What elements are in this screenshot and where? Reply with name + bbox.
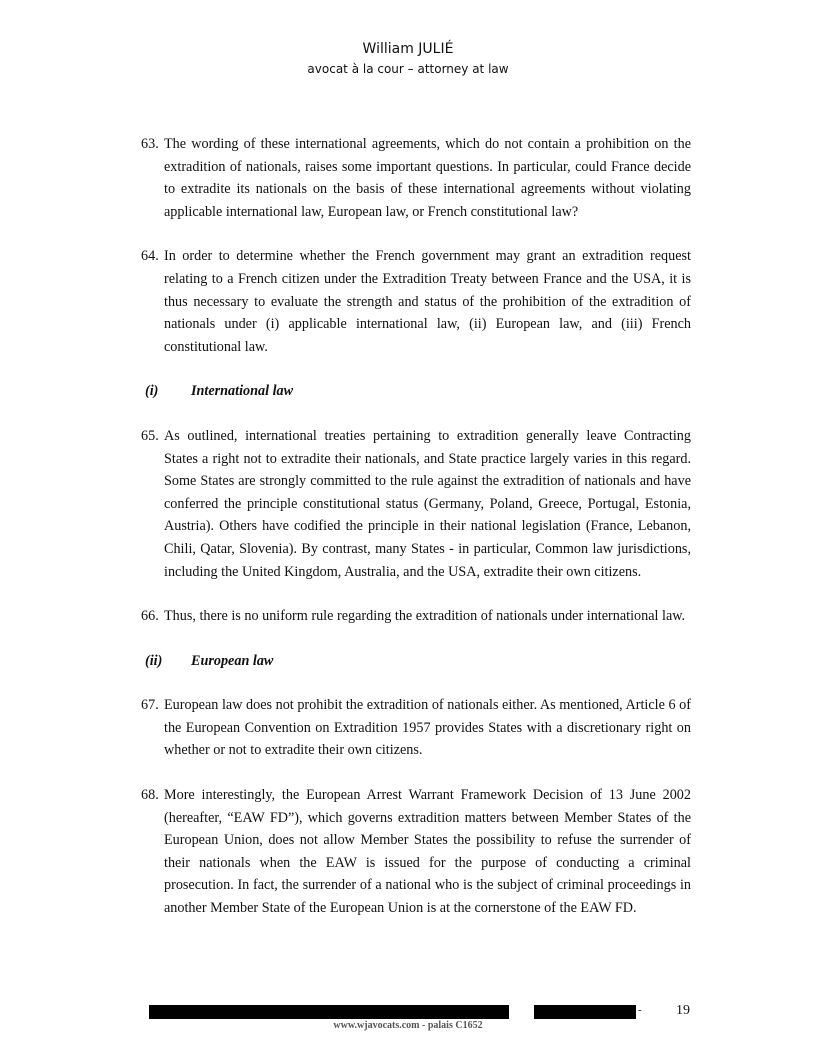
paragraph-67	[141, 694, 691, 762]
paragraph-number: 65.	[141, 427, 159, 444]
paragraph-66	[141, 605, 691, 628]
redaction-bar	[534, 1005, 636, 1019]
page-number: 19	[676, 1003, 690, 1018]
paragraph-68	[141, 784, 691, 920]
paragraph-number: 67.	[141, 697, 159, 714]
section-heading-european-law	[141, 650, 691, 673]
paragraph-63	[141, 133, 691, 223]
author-name: William JULIÉ	[362, 41, 454, 57]
redaction-bar	[149, 1005, 509, 1019]
paragraph-number: 68.	[141, 787, 159, 804]
letterhead	[0, 38, 816, 78]
paragraph-number: 64.	[141, 248, 159, 265]
section-title: International law	[191, 383, 294, 400]
section-heading-international-law	[141, 380, 691, 403]
footer-website: www.wjavocats.com - palais C1652	[333, 1020, 483, 1031]
document-body	[141, 133, 691, 942]
paragraph-text: As outlined, international treaties pertaining to extradition generally leave Contracting States a right not to extradite their nationals, and State practice largely varies in this regard. Some States are strongly committed to the rule against the extradition of nationals and have conferred the principle constitutional status (Germany, Poland, Greece, Portugal, Estonia, Austria). Others have codified the principle in their national legislation (France, Lebanon, Chili, Qatar, Slovenia). By contrast, many States - in particular, Common law jurisdictions, including the United Kingdom, Australia, and the USA, extradite their own citizens.	[164, 427, 691, 580]
paragraph-65	[141, 425, 691, 583]
paragraph-text: The wording of these international agreements, which do not contain a prohibition on the extradition of nationals, raises some important questions. In particular, could France decide to extradite its nationals on the basis of these international agreements without violating applicable international law, European law, or French constitutional law?	[164, 136, 691, 220]
section-numeral: (ii)	[145, 652, 163, 669]
author-role: avocat à la cour – attorney at law	[307, 62, 509, 76]
footer-separator: -	[638, 1004, 642, 1016]
section-numeral: (i)	[145, 383, 159, 400]
paragraph-text: More interestingly, the European Arrest Warrant Framework Decision of 13 June 2002 (hereafter, “EAW FD”), which governs extradition matters between Member States of the European Union, does not allow Member States the possibility to refuse the surrender of their nationals when the EAW is issued for the purpose of conducting a criminal prosecution. In fact, the surrender of a national who is the subject of criminal proceedings in another Member State of the European Union is at the cornerstone of the EAW FD.	[164, 787, 691, 917]
paragraph-text: European law does not prohibit the extradition of nationals either. As mentioned, Article 6 of the European Convention on Extradition 1957 provides States with a discretionary right on whether or not to extradite their own citizens.	[164, 697, 691, 759]
paragraph-number: 63.	[141, 136, 159, 152]
section-title: European law	[191, 652, 274, 669]
paragraph-64	[141, 245, 691, 358]
paragraph-text: Thus, there is no uniform rule regarding the extradition of nationals under international law.	[164, 608, 686, 625]
paragraph-text: In order to determine whether the French government may grant an extradition request relating to a French citizen under the Extradition Treaty between France and the USA, it is thus necessary to evaluate the strength and status of the prohibition of the extradition of nationals under (i) applicable international law, (ii) European law, and (iii) French constitutional law.	[164, 248, 691, 355]
paragraph-number: 66.	[141, 608, 159, 625]
